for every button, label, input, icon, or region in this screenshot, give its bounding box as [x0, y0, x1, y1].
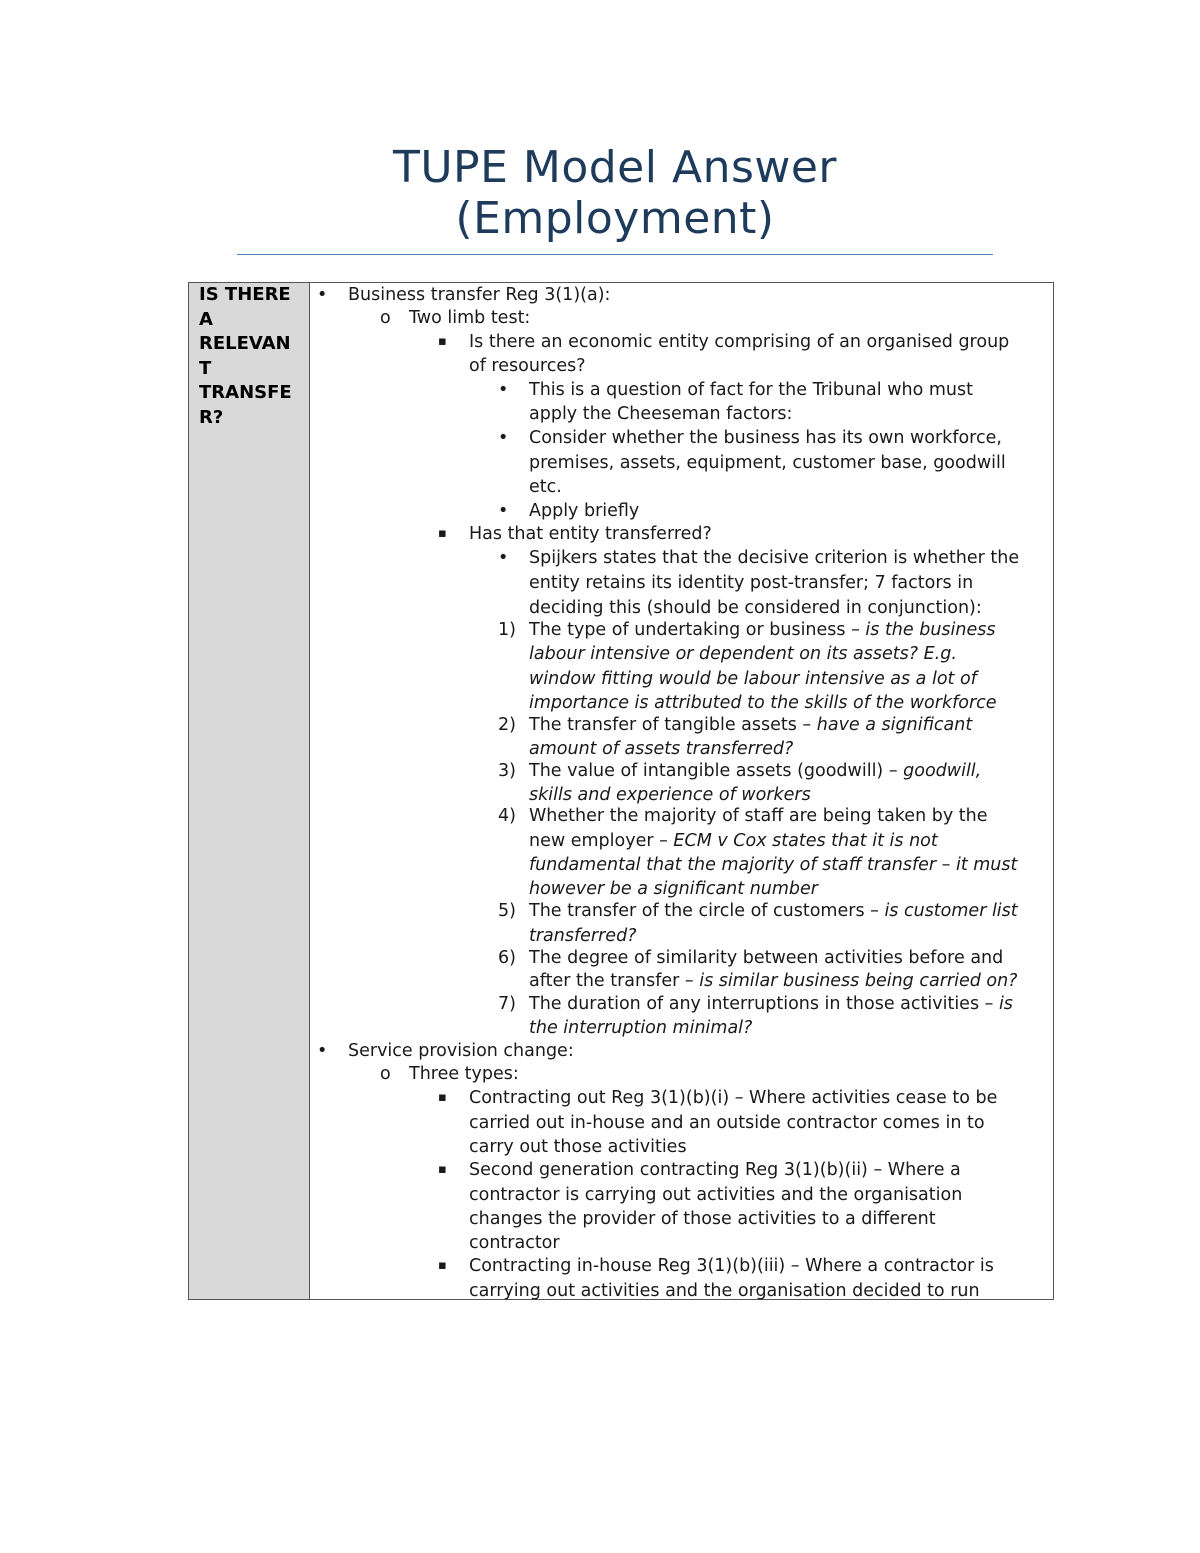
circle-marker: o [380, 308, 391, 328]
list-item-text: Apply briefly [529, 501, 640, 521]
list-item-text: carried out in-house and an outside contractor comes in to [469, 1113, 985, 1133]
list-item-text: Service provision change: [348, 1041, 574, 1061]
list-item-text: deciding this (should be considered in conjunction): [529, 598, 982, 618]
list-item-text: fundamental that the majority of staff transfer – it must [529, 855, 1018, 875]
list-item-text: apply the Cheeseman factors: [529, 404, 793, 424]
text-run: The transfer of the circle of customers – [529, 901, 885, 921]
list-item-text: Contracting out Reg 3(1)(b)(i) – Where activities cease to be [469, 1088, 998, 1108]
list-item-text: contractor is carrying out activities and the organisation [469, 1185, 963, 1205]
bullet-marker: • [317, 285, 328, 305]
bullet-marker: • [498, 501, 509, 521]
list-item-text: transferred? [529, 926, 637, 946]
list-item-text: Two limb test: [409, 308, 531, 328]
italic-text-run: have a significant [816, 715, 973, 735]
list-number: 3) [498, 761, 516, 781]
list-item-text: importance is attributed to the skills of the workforce [529, 693, 997, 713]
list-item-text: window fitting would be labour intensive as a lot of [529, 669, 977, 689]
row-label-line: A [199, 308, 213, 330]
bullet-marker: • [498, 548, 509, 568]
text-run: The type of undertaking or business – [529, 620, 866, 640]
list-number: 5) [498, 901, 516, 921]
list-item-text: however be a significant number [529, 879, 818, 899]
list-item-text: changes the provider of those activities to a different [469, 1209, 936, 1229]
list-item-text: premises, assets, equipment, customer base, goodwill [529, 453, 1006, 473]
row-label [199, 283, 305, 430]
list-item-text [529, 618, 996, 642]
list-number: 6) [498, 948, 516, 968]
italic-text-run: is similar business being carried on? [699, 971, 1018, 991]
list-item-text: amount of assets transferred? [529, 739, 794, 759]
list-item-text: Consider whether the business has its own workforce, [529, 428, 1002, 448]
list-item-text: of resources? [469, 356, 586, 376]
text-run: The value of intangible assets (goodwill) – [529, 761, 904, 781]
square-marker: ▪ [438, 334, 447, 349]
list-item-text [529, 899, 1018, 923]
list-number: 7) [498, 994, 516, 1014]
list-item-text: Spijkers states that the decisive criterion is whether the [529, 548, 1020, 568]
list-item-text [529, 713, 972, 737]
list-item-text: Second generation contracting Reg 3(1)(b)(ii) – Where a [469, 1160, 961, 1180]
list-item-text: entity retains its identity post-transfer; 7 factors in [529, 573, 974, 593]
list-item-text: etc. [529, 477, 562, 497]
bullet-marker: • [498, 428, 509, 448]
list-item-text: labour intensive or dependent on its assets? E.g. [529, 644, 957, 664]
document-title [237, 142, 993, 244]
answer-content-cell [310, 283, 1053, 1299]
bullet-marker: • [498, 380, 509, 400]
italic-text-run: is the business [865, 620, 996, 640]
list-item-text: This is a question of fact for the Tribunal who must [529, 380, 973, 400]
list-item-text: contractor [469, 1233, 560, 1253]
text-run: The duration of any interruptions in those activities – [529, 994, 999, 1014]
row-label-line: IS THERE [199, 284, 291, 305]
row-label-line: RELEVAN [199, 333, 291, 354]
list-item-text: skills and experience of workers [529, 785, 811, 805]
list-number: 1) [498, 620, 516, 640]
answer-table [188, 282, 1054, 1300]
list-item-text: Contracting in-house Reg 3(1)(b)(iii) – Where a contractor is [469, 1256, 994, 1276]
list-item-text: Is there an economic entity comprising of an organised group [469, 332, 1010, 352]
italic-text-run: ECM v Cox states that it is not [673, 831, 938, 851]
italic-text-run: is [998, 994, 1013, 1014]
list-item-text: Business transfer Reg 3(1)(a): [348, 285, 611, 305]
square-marker: ▪ [438, 1258, 447, 1273]
list-item-text [529, 992, 1013, 1016]
square-marker: ▪ [438, 1090, 447, 1105]
text-run: new employer – [529, 831, 674, 851]
title-line-2: (Employment) [455, 193, 775, 244]
italic-text-run: is customer list [884, 901, 1018, 921]
square-marker: ▪ [438, 526, 447, 541]
list-item-text: carrying out activities and the organisation decided to run [469, 1281, 980, 1301]
bullet-marker: • [317, 1041, 328, 1061]
row-label-line: R? [199, 406, 224, 428]
list-item-text: The degree of similarity between activities before and [529, 948, 1004, 968]
square-marker: ▪ [438, 1162, 447, 1177]
list-number: 2) [498, 715, 516, 735]
circle-marker: o [380, 1064, 391, 1084]
row-label-cell [189, 283, 310, 1299]
row-label-line: T [199, 357, 212, 379]
text-run: The transfer of tangible assets – [529, 715, 817, 735]
text-run: after the transfer – [529, 971, 700, 991]
row-label-line: TRANSFE [199, 382, 292, 403]
list-item-text: Three types: [409, 1064, 519, 1084]
title-line-1: TUPE Model Answer [392, 142, 838, 193]
list-item-text [529, 969, 1017, 993]
list-item-text: the interruption minimal? [529, 1018, 753, 1038]
list-item-text: carry out those activities [469, 1137, 687, 1157]
list-item-text: Whether the majority of staff are being taken by the [529, 806, 988, 826]
list-item-text [529, 829, 938, 853]
list-item-text: Has that entity transferred? [469, 524, 712, 544]
italic-text-run: goodwill, [903, 761, 982, 781]
title-underline [237, 254, 993, 255]
list-number: 4) [498, 806, 516, 826]
list-item-text [529, 759, 981, 783]
